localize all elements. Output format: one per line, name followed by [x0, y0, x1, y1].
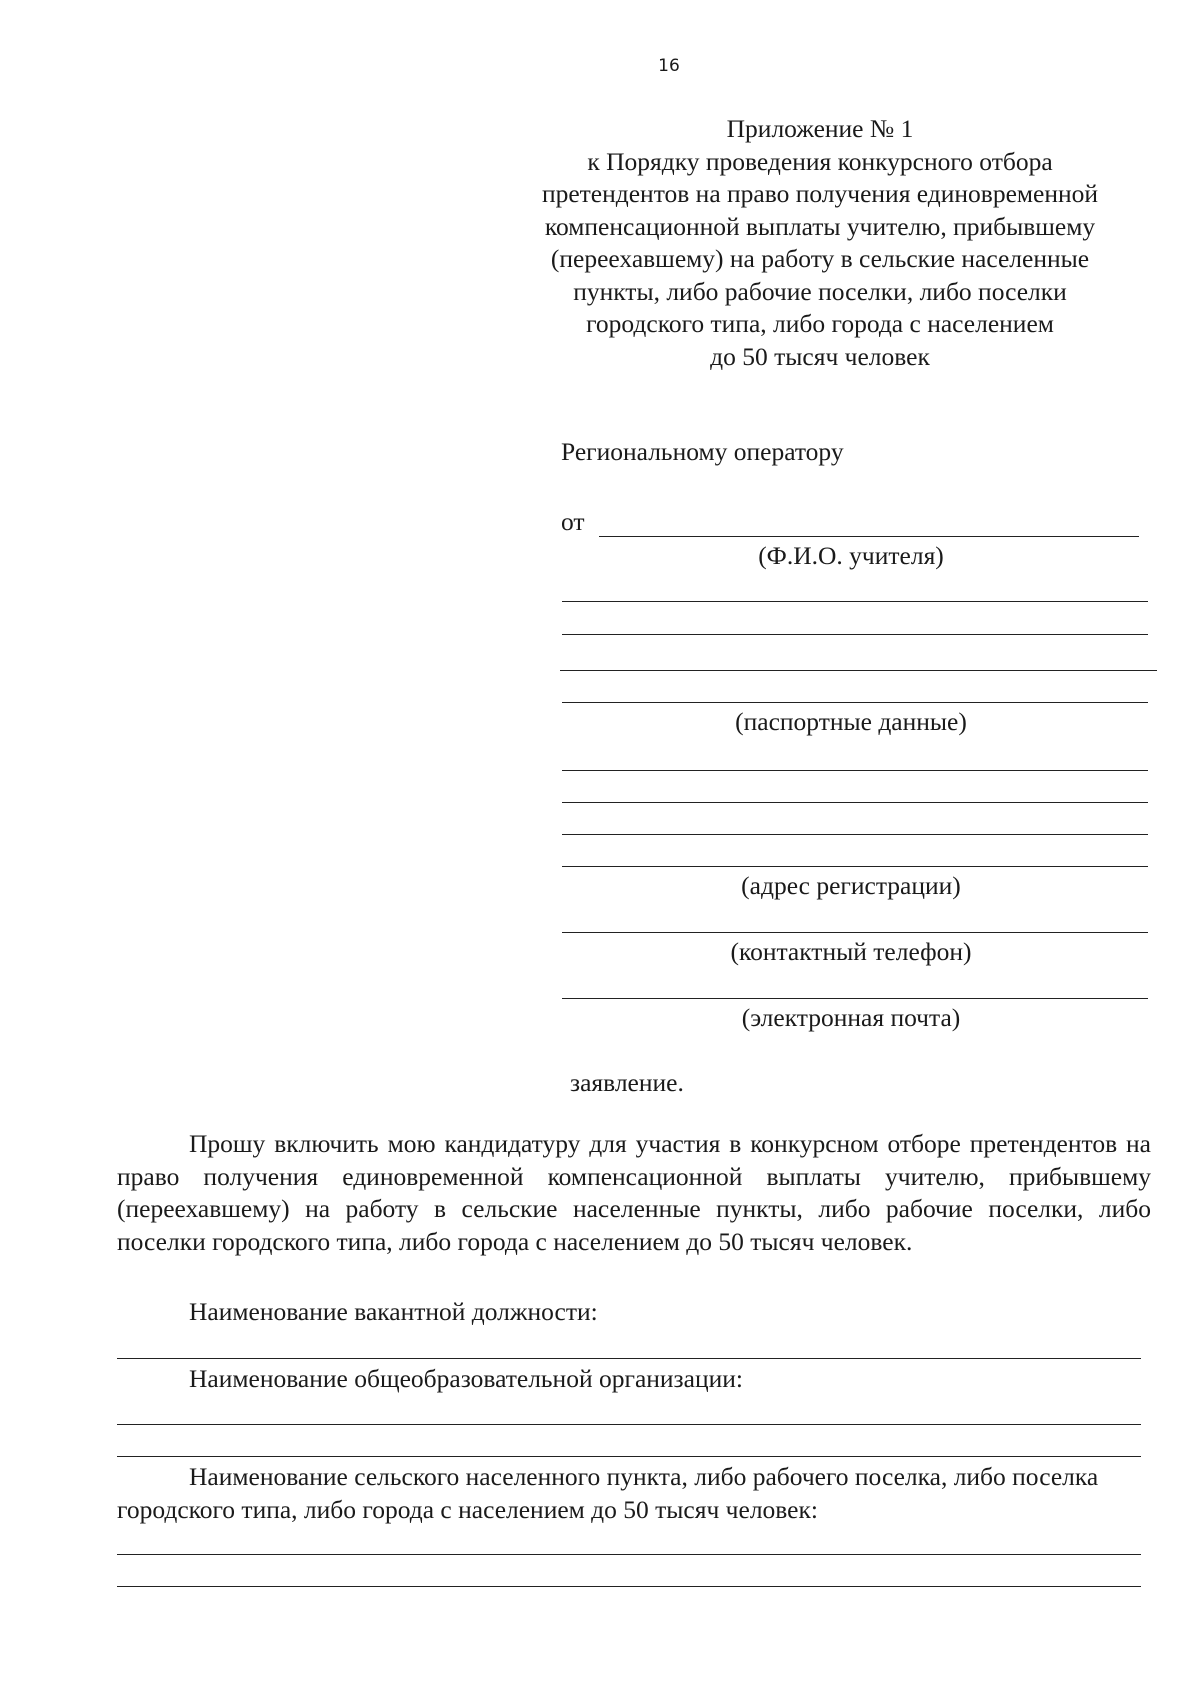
header-line: к Порядку проведения конкурсного отбора: [587, 146, 1053, 176]
page-number: 16: [658, 56, 680, 76]
address-caption: (адрес регистрации): [741, 871, 961, 900]
header-line: компенсационной выплаты учителю, прибывшему: [544, 211, 1096, 241]
vacancy-label: Наименование вакантной должности:: [189, 1297, 598, 1326]
vacancy-fill-line[interactable]: [117, 1358, 1141, 1359]
organization-fill-line[interactable]: [117, 1456, 1141, 1457]
passport-fill-line[interactable]: [562, 634, 1148, 635]
header-line: пункты, либо рабочие поселки, либо поселки: [573, 276, 1067, 306]
from-label: от: [561, 507, 585, 536]
email-caption: (электронная почта): [741, 1003, 961, 1032]
locality-fill-line[interactable]: [117, 1586, 1141, 1587]
address-fill-line[interactable]: [562, 802, 1148, 803]
address-fill-line[interactable]: [562, 834, 1148, 835]
phone-fill-line[interactable]: [562, 932, 1148, 933]
address-fill-line[interactable]: [562, 770, 1148, 771]
phone-caption: (контактный телефон): [730, 937, 972, 966]
fio-caption: (Ф.И.О. учителя): [758, 541, 944, 570]
passport-fill-line[interactable]: [562, 702, 1148, 703]
appendix-header: [475, 113, 1165, 373]
header-line: до 50 тысяч человек: [710, 341, 930, 371]
passport-caption: (паспортные данные): [735, 707, 967, 736]
addressee: Региональному оператору: [561, 437, 844, 466]
fio-fill-line[interactable]: [599, 536, 1139, 537]
address-fill-line[interactable]: [562, 866, 1148, 867]
passport-fill-line[interactable]: [560, 670, 1157, 671]
request-paragraph: Прошу включить мою кандидатуру для участия в конкурсном отборе претендентов на право получения единовременной компенсационной выплаты учителю, прибывшему (переехавшему) на работу в сельские населенные пункты, либо рабочие поселки, либо поселки городского типа, либо города с населением до 50 тысяч человек.: [117, 1129, 1151, 1256]
header-line: (переехавшему) на работу в сельские населенные: [550, 244, 1090, 273]
locality-paragraph: Наименование сельского населенного пункта, либо рабочего поселка, либо поселка городского типа, либо города с населением до 50 тысяч человек:: [117, 1462, 1099, 1524]
organization-fill-line[interactable]: [117, 1424, 1141, 1425]
header-line: претендентов на право получения единовременной: [541, 179, 1099, 208]
organization-label: Наименование общеобразовательной организации:: [189, 1364, 743, 1393]
header-line: городского типа, либо города с населением: [586, 309, 1054, 338]
header-line: Приложение № 1: [726, 114, 914, 143]
locality-fill-line[interactable]: [117, 1554, 1141, 1555]
statement-title: заявление.: [570, 1068, 684, 1097]
passport-fill-line[interactable]: [562, 601, 1148, 602]
email-fill-line[interactable]: [562, 998, 1148, 999]
